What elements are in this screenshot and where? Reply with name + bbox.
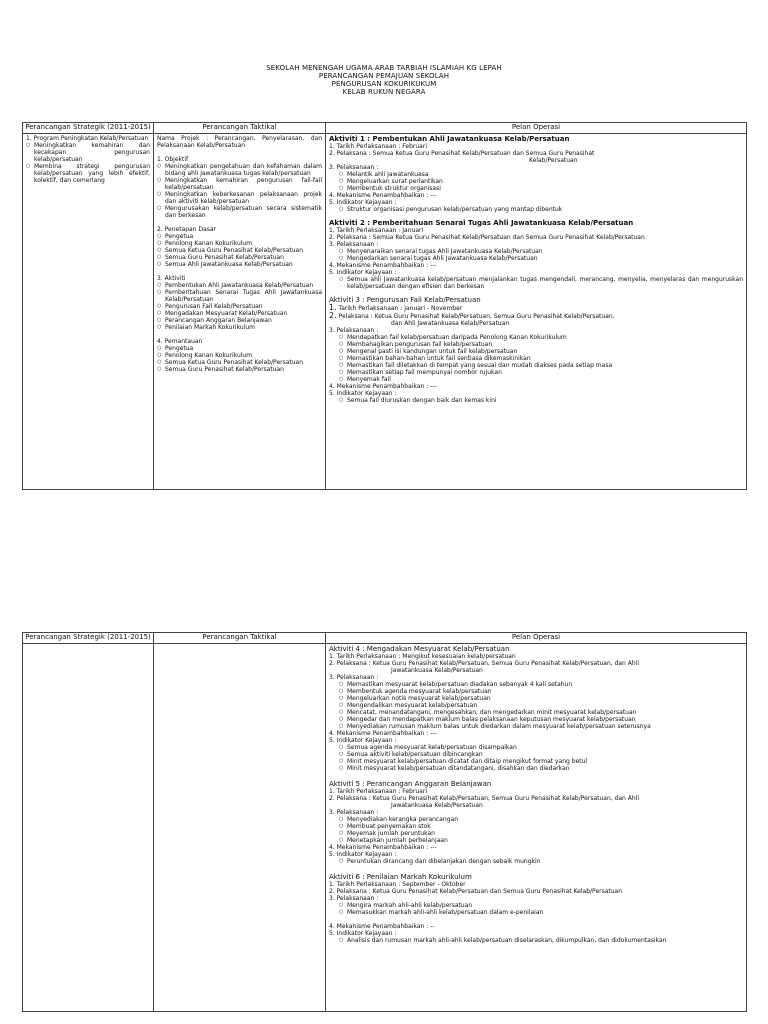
activity-3-pelaksanaan: 3. Pelaksanaan :: [329, 326, 379, 334]
list-item: ○ Menyediakan rumusan maklum balas untuk diedarkan dalam mesyuarat kelab/persatuan seterusnya: [339, 723, 743, 730]
list-item: ○ Mengurusakan kelab/persatuan secara sistematik dan berkesan: [157, 205, 322, 219]
list-item: ○ Semua ahli Jawatankuasa kelab/persatuan menjalankan tugas mengendali, merancang, menyelia, menyelaras dan menguruskan kelab/persatuan dengan efisien dan berkesan: [339, 276, 743, 290]
list-item: ○ Memastikan setiap fail mempunyai nombor rujukan: [339, 369, 743, 376]
activity-2-pelaksanaan: 3. Pelaksanaan :: [329, 240, 379, 248]
list-item: ○ Pemberitahuan Senarai Tugas Ahli Jawatankuasa Kelab/Persatuan: [157, 289, 322, 303]
list-item: ○ Semua Guru Penasihat Kelab/Persatuan: [157, 366, 322, 373]
activity-1-title: Aktiviti 1 : Pembentukan Ahli Jawatankuasa Kelab/Persatuan: [329, 134, 570, 143]
list-item: ○ Menyemak fail: [339, 376, 743, 383]
list-item: ○ Perancangan Anggaran Belanjawan: [157, 317, 322, 324]
activity-3-kejayaan: [339, 397, 743, 404]
list-item: ○ Melantik ahli Jawatankuasa: [339, 171, 743, 178]
activity-5-pelaksana-cont: Jawatankuasa Kelab/Persatuan: [391, 801, 483, 809]
activity-1-indikator: 5. Indikator Kejayaan :: [329, 198, 397, 206]
list-item: ○ Memastikan bahan-bahan untuk fail sentiasa dikemaskinikan: [339, 355, 743, 362]
list-item: ○ Minit mesyuarat kelab/persatuan dicatat dan ditaip mengikut format yang betul: [339, 758, 743, 765]
list-item: ○ Mencatat, menandatangani, mengesahkan, dan mengedarkan minit mesyuarat kelab/persatuan: [339, 709, 743, 716]
list-item: ○ Membentuk struktur organisasi: [339, 185, 743, 192]
activity-2-title: Aktiviti 2 : Pemberitahuan Senarai Tugas Ahli Jawatankuasa Kelab/Persatuan: [329, 218, 634, 227]
list-item: ○ Penolong Kanan Kokurikulum: [157, 352, 322, 359]
activity-5-pelaksana: 2. Pelaksana : Ketua Guru Penasihat Kelab/Persatuan, Semua Guru Penasihat Kelab/Persatuan, dan Ahli: [329, 794, 640, 802]
list-item: ○ Membina strategi pengurusan kelab/persatuan yang lebih efektif, kolektif, dan cemerlang: [26, 163, 150, 184]
list-item: ○ Memasukkan markah ahli-ahli kelab/persatuan dalam e-penilaian: [339, 909, 743, 916]
activity-2-tarikh: 1. Tarikh Perlaksanaan : Januari: [329, 226, 424, 234]
plan-table-page1: [22, 122, 747, 490]
list-item: ○ Membuat penyemakan stok: [339, 823, 743, 830]
activity-1-mekanisme: 4. Mekanisme Penambahbaikan : ---: [329, 191, 437, 199]
table-header-row: [23, 633, 747, 644]
list-item: ○ Semua Ketua Guru Penasihat Kelab/Persatuan: [157, 359, 322, 366]
list-item: ○ Meningkatkan pengetahuan dan kefahaman dalam bidang ahli Jawatankuasa tugas kelab/persatuan: [157, 163, 322, 177]
activity-4-indikator: 5. Indikator Kejayaan :: [329, 736, 397, 744]
activity-5-tarikh: 1. Tarikh Perlaksanaan : Februari: [329, 787, 427, 795]
activity-3-pelaksana-cont: dan Ahli Jawatankuasa Kelab/Persatuan: [391, 319, 510, 327]
activity-4-mekanisme: 4. Mekanisme Penambahbaikan : ---: [329, 729, 437, 737]
list-item: ○ Mengenal pasti isi kandungan untuk fail kelab/persatuan: [339, 348, 743, 355]
list-item: ○ Penilaian Markah Kokurikulum: [157, 324, 322, 331]
dasar-list: [157, 233, 322, 268]
activity-3-items: [339, 334, 743, 383]
activity-5-title: Aktiviti 5 : Perancangan Anggaran Belanjawan: [329, 779, 492, 788]
header-strategic: Perancangan Strategik (2011-2015): [23, 123, 154, 134]
activity-4-tarikh: 1. Tarikh Perlaksanaan : Mengikut kesesuaian kelab/persatuan: [329, 652, 516, 660]
list-item: ○ Pengetua: [157, 233, 322, 240]
school-name: SEKOLAH MENENGAH UGAMA ARAB TARBIAH ISLAMIAH KG LEPAH: [266, 64, 502, 72]
activity-6-tarikh: 1. Tarikh Perlaksanaan : September - Oktober: [329, 880, 466, 888]
activity-4-title: Aktiviti 4 : Mengadakan Mesyuarat Kelab/Persatuan: [329, 644, 510, 653]
list-item: ○ Minit mesyuarat kelab/persatuan ditandatangani, disahkan dan diedarkan: [339, 765, 743, 772]
activity-3-tarikh-num: 1.: [329, 302, 337, 312]
activity-1-pelaksana: 2. Pelaksana : Semua Ketua Guru Penasihat Kelab/Persatuan dan Semua Guru Penasihat: [329, 149, 595, 157]
strategic-cell: [23, 133, 154, 489]
activity-5-items: [339, 816, 743, 844]
table-body-row: [23, 643, 747, 1011]
activity-1-pelaksanaan: 3. Pelaksanaan :: [329, 163, 379, 171]
list-item: ○ Mengeluarkan surat perlantikan: [339, 178, 743, 185]
list-item: ○ Pembentukan Ahli Jawatankuasa Kelab/Persatuan: [157, 282, 322, 289]
list-item: ○ Pengurusan Fail Kelab/Persatuan: [157, 303, 322, 310]
list-item: ○ Semua Ketua Guru Penasihat Kelab/Persatuan: [157, 247, 322, 254]
list-item: ○ Semua agenda mesyuarat kelab/persatuan disampaikan: [339, 744, 743, 751]
list-item: ○ Pengetua: [157, 345, 322, 352]
list-item: ○ Mengedar dan mendapatkan maklum balas pelaksanaan keputusan mesyuarat kelab/persatuan: [339, 716, 743, 723]
activity-3-mekanisme: 4. Mekanisme Penambahbaikan : ---: [329, 382, 437, 390]
section-title: PENGURUSAN KOKURIKUKUM: [331, 80, 437, 88]
activity-1-kejayaan: [339, 206, 743, 213]
aktiviti-title: 3. Aktiviti: [157, 274, 186, 282]
strategic-cell-empty: [23, 643, 154, 1011]
activity-4-pelaksana: 2. Pelaksana : Ketua Guru Penasihat Kelab/Persatuan, Semua Guru Penasihat Kelab/Persatuan, dan Ahli: [329, 659, 640, 667]
activity-4-pelaksanaan: 3. Pelaksanaan :: [329, 673, 379, 681]
aktiviti-list: [157, 282, 322, 331]
list-item: ○ Mengadakan Mesyuarat Kelab/Persatuan: [157, 310, 322, 317]
activity-4-kejayaan: [339, 744, 743, 772]
header-tactical: Perancangan Taktikal: [154, 633, 326, 644]
table-header-row: [23, 123, 747, 134]
activity-4-items: [339, 681, 743, 730]
list-item: ○ Memastikan fail diletakkan di tempat yang sesuai dan mudah diakses pada setiap masa: [339, 362, 743, 369]
list-item: ○ Mendapatkan fail kelab/persatuan daripada Penolong Kanan Kokurikulum: [339, 334, 743, 341]
list-item: ○ Peruntukan dirancang dan dibelanjakan dengan sebaik mungkin: [339, 858, 743, 865]
plan-table-page2: [22, 632, 747, 1012]
list-item: ○ Analisis dan rumusan markah ahli-ahli kelab/persatuan diselaraskan, dikumpulkan, dan didokumentasikan: [339, 937, 743, 944]
activity-3-tarikh: 1. Tarikh Perlaksanaan : Januari - November: [329, 302, 463, 312]
list-item: ○ Mengira markah ahli-ahli kelab/persatuan: [339, 902, 743, 909]
list-item: ○ Memastikan mesyuarat kelab/persatuan diadakan sebanyak 4 kali setahun: [339, 681, 743, 688]
list-item: ○ Menyediakan kerangka perancangan: [339, 816, 743, 823]
pemantauan-title: 4. Pemantauan: [157, 337, 203, 345]
objektif-title: 1. Objektif: [157, 155, 189, 163]
activity-3-title: Aktiviti 3 : Pengurusan Fail Kelab/Persatuan: [329, 295, 481, 304]
activity-2-mekanisme: 4. Mekanisme Penambahbaikan : ---: [329, 261, 437, 269]
list-item: ○ Semua Ahli Jawatankuasa Kelab/Persatuan: [157, 261, 322, 268]
plan-title: PERANCANGAN PEMAJUAN SEKOLAH: [318, 72, 450, 80]
activity-6-title: Aktiviti 6 : Penilaian Markah Kokurikulum: [329, 872, 472, 881]
header-operation: Pelan Operasi: [326, 123, 747, 134]
pemantauan-list: [157, 345, 322, 373]
activity-6-items: [339, 902, 743, 916]
list-item: ○ Mengendalikan mesyuarat kelab/persatuan: [339, 702, 743, 709]
dasar-title: 2. Penetapan Dasar: [157, 225, 217, 233]
list-item: ○ Struktur organisasi pengurusan kelab/persatuan yang mantap dibentuk: [339, 206, 743, 213]
activity-3-pelaksana: 2. Pelaksana : Ketua Guru Penasihat Kelab/Persatuan, Semua Guru Penasihat Kelab/Persatuan,: [329, 310, 615, 320]
document-header: [0, 64, 768, 96]
tactical-cell-empty: [154, 643, 326, 1011]
activity-1-tarikh: 1. Tarikh Perlaksanaan : Februari: [329, 142, 427, 150]
project-name: Nama Projek : Perancangan, Penyelarasan, dan Pelaksanaan Kelab/Persatuan: [157, 134, 322, 149]
list-item: ○ Semua fail diuruskan dengan baik dan kemas kini: [339, 397, 743, 404]
activity-5-indikator: 5. Indikator Kejayaan :: [329, 850, 397, 858]
activity-2-items: [339, 248, 743, 262]
activity-1-items: [339, 171, 743, 192]
list-item: ○ Meyemak jumlah peruntukan: [339, 830, 743, 837]
list-item: ○ Semua aktiviti kelab/persatuan dibincangkan: [339, 751, 743, 758]
activity-6-kejayaan: [339, 937, 743, 944]
header-tactical: Perancangan Taktikal: [154, 123, 326, 134]
activity-2-kejayaan: [339, 276, 743, 290]
operation-cell: [326, 133, 747, 489]
activity-6-mekanisme: 4. Mekanisme Penambahbaikan : --: [329, 922, 435, 930]
list-item: ○ Membahagikan pengurusan fail kelab/persatuan: [339, 341, 743, 348]
header-operation: Pelan Operasi: [326, 633, 747, 644]
list-item: ○ Menetapkan jumlah perbelanjaan: [339, 837, 743, 844]
list-item: ○ Mengeluarkan notis mesyuarat kelab/persatuan: [339, 695, 743, 702]
activity-5-mekanisme: 4. Mekanisme Penambahbaikan : ---: [329, 843, 437, 851]
activity-3-pelaksana-num: 2.: [329, 310, 337, 320]
list-item: ○ Mengedarkan senarai tugas Ahli Jawatankuasa Kelab/Persatuan: [339, 255, 743, 262]
objektif-list: [157, 163, 322, 219]
list-item: ○ Meningkatkan kemahiran dan kecekapan pengurusan kelab/persatuan: [26, 142, 150, 163]
activity-5-pelaksanaan: 3. Pelaksanaan :: [329, 808, 379, 816]
list-item: ○ Meningkatkan kemahiran pengurusan fail-fail kelab/persatuan: [157, 177, 322, 191]
activity-4-pelaksana-cont: Jawatankuasa Kelab/Persatuan: [391, 666, 483, 674]
activity-5-kejayaan: [339, 858, 743, 865]
activity-3-indikator: 5. Indikator Kejayaan :: [329, 389, 397, 397]
list-item: ○ Membentuk agenda mesyuarat kelab/persatuan: [339, 688, 743, 695]
tactical-cell: [154, 133, 326, 489]
table-body-row: [23, 133, 747, 489]
activity-6-pelaksana: 2. Pelaksana : Ketua Guru Penasihat Kelab/Persatuan dan Semua Guru Penasihat Kelab/Persatuan: [329, 887, 623, 895]
activity-6-indikator: 5. Indikator Kejayaan :: [329, 929, 397, 937]
header-strategic: Perancangan Strategik (2011-2015): [23, 633, 154, 644]
strategic-bullets: [26, 142, 150, 184]
activity-6-pelaksanaan: 3. Pelaksanaan :: [329, 894, 379, 902]
list-item: ○ Semua Guru Penasihat Kelab/Persatuan: [157, 254, 322, 261]
activity-1-pelaksana-cont: Kelab/Persatuan: [529, 156, 578, 164]
list-item: ○ Penolong Kanan Kokurikulum: [157, 240, 322, 247]
activity-2-indikator: 5. Indikator Kejayaan :: [329, 268, 397, 276]
operation-cell: [326, 643, 747, 1011]
activity-2-pelaksana: 2. Pelaksana : Semua Ketua Guru Penasihat Kelab/Persatuan dan Semua Guru Penasihat Kelab/Persatuan: [329, 233, 645, 241]
list-item: ○ Menyenaraikan senarai tugas Ahli Jawatankuasa Kelab/Persatuan: [339, 248, 743, 255]
club-title: KELAB RUKUN NEGARA: [342, 88, 426, 96]
strategic-program: 1. Program Peningkatan Kelab/Persatuan: [26, 134, 149, 142]
list-item: ○ Meningkatkan keberkesanan pelaksanaan projek dan aktiviti kelab/persatuan: [157, 191, 322, 205]
